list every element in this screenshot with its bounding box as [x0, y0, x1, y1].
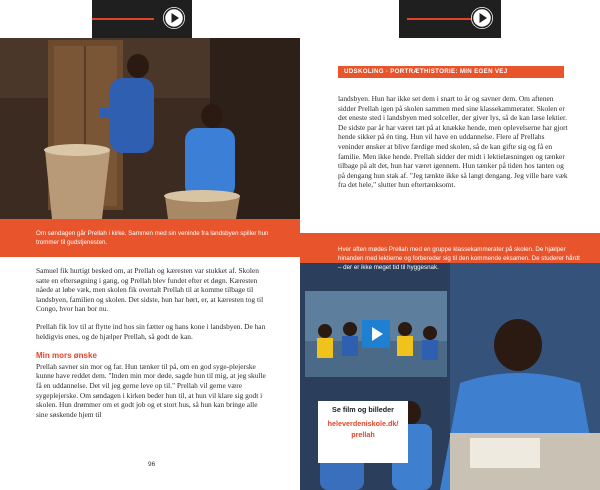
photo-caption-right — [300, 233, 600, 271]
play-icon[interactable] — [471, 7, 493, 29]
video-bar-left — [92, 0, 192, 38]
play-icon[interactable] — [362, 320, 390, 348]
caption-text: Om søndagen går Prellah i kirke. Sammen med sin veninde fra landsbyen spiller hun trommer til gudstjenesten. — [36, 230, 269, 246]
paragraph: landsbyen. Hun har ikke set dem i snart to år og savner dem. Om aftenen sidder Prellah igen på skolen sammen med sine klassekammerater. Skolen er det eneste sted i landsbyen med solceller, der giver lys, så de kan læse lektier. De sidste par år har været tæt på at knække hende, men oplevelserne har gjort hende sikker på én ting. Hun vil have en uddannelse. Flere af Prellahs veninder ønsker at blive færdige med skolen, så de kan gifte sig og få en familie. Men ikke hende. Prellah sidder der midt i lektielæsningen og tænker tilbage på alt det, hun har været igennem. Hun tænker på tiden hos tanten og på dengang hun stak af. "Jeg tænkte ikke så langt dengang. Jeg ville bare væk fra det hele," slutter hun eftertænksomt. — [338, 94, 568, 190]
cta-title: Se film og billeder — [332, 405, 394, 414]
film-link-box[interactable] — [318, 401, 408, 463]
paragraph: Samuel fik hurtigt besked om, at Prellah og kæresten var stukket af. Skolen satte en eftersøgning i gang, og Prellah blev fundet efter et døgn. Kæresten nåede at løbe væk, men skolen fik overtalt Prellah til at komme tilbage til landsbyen, familien og skolen. Det sidste, hun har hørt, er, at kæresten tog til Congo, hvor han bor nu. — [36, 266, 264, 314]
section-label — [338, 66, 564, 78]
video-progress-line — [92, 18, 154, 20]
video-bar-right — [399, 0, 501, 38]
section-heading: Min mors ønske — [36, 351, 97, 361]
cta-link[interactable] — [318, 418, 408, 440]
paragraph: Prellah fik lov til at flytte ind hos sin fætter og hans kone i landsbyen. De han heldigvis enes, og de hjælper Prellah, så godt de kan. — [36, 321, 266, 341]
photo-caption-left — [0, 219, 300, 257]
video-progress-line — [407, 18, 471, 20]
section-label-text: UDSKOLING · PORTRÆTHISTORIE: MIN EGEN VEJ — [344, 68, 508, 75]
page-number: 96 — [148, 461, 156, 468]
play-icon[interactable] — [163, 7, 185, 29]
right-page-body — [338, 94, 570, 190]
caption-text: Hver aften mødes Prellah med en gruppe klassekammerater på skolen. De hjælper hinanden med lektierne og forbereder sig til den kommende eksamen. De studerer hårdt – der er ikke meget tid til hyggesnak. — [338, 246, 580, 271]
left-page-body — [36, 266, 268, 427]
video-thumbnail[interactable] — [305, 291, 447, 377]
paragraph: Prellah savner sin mor og far. Hun tænker til på, om en god syge-plejerske kunne have reddet dem. "Inden min mor døde, sagde hun til mig, at jeg skulle få en uddannelse. Det vil jeg gerne leve op til." Prellah vil gerne være sygeplejerske. Om søndagen i kirken beder hun til, at hun vil klare sig godt i skolen. Hun drømmer om et godt job og et stort hus, så hun kan bringe alle sine søskende hjem til — [36, 361, 266, 419]
cta-link-line-1: heleverdeniskole.dk/ — [327, 419, 399, 428]
church-drums-photo — [0, 38, 300, 219]
cta-link-line-2: prellah — [351, 430, 375, 439]
